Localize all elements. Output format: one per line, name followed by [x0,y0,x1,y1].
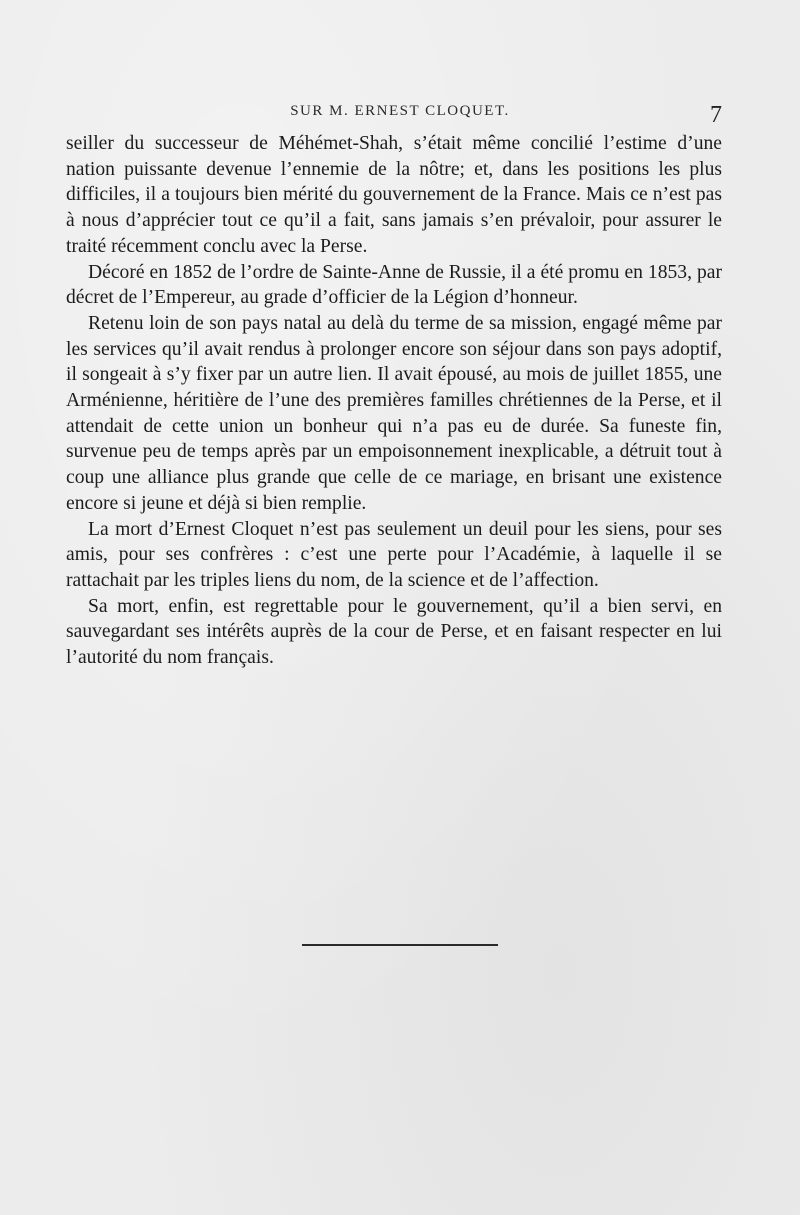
paragraph-government: Sa mort, enfin, est regrettable pour le gouvernement, qu’il a bien servi, en sauvegardant ses intérêts auprès de la cour de Perse, et en faisant respecter en lui l’autorité du nom français. [66,595,722,669]
closing-rule [302,944,498,946]
paragraph-mourning: La mort d’Ernest Cloquet n’est pas seulement un deuil pour les siens, pour ses amis, pour ses confrères : c’est une perte pour l’Académie, à laquelle il se rattachait par les triples liens du nom, de la science et de l’affection. [66,518,722,591]
paragraph-continuation: seiller du successeur de Méhémet-Shah, s’était même concilié l’estime d’une nation puissante devenue l’ennemie de la nôtre; et, dans les positions les plus difficiles, il a toujours bien mérité du gouvernement de la France. Mais ce n’est pas à nous d’apprécier tout ce qu’il a fait, sans jamais s’en prévaloir, pour assurer le traité récemment conclu avec la Perse. [66,133,722,257]
page-number: 7 [710,102,722,128]
paragraph-decorations: Décoré en 1852 de l’ordre de Sainte-Anne de Russie, il a été promu en 1853, par décret de l’Empereur, au grade d’officier de la Légion d’honneur. [66,261,722,309]
body-text [66,131,722,671]
running-title: SUR M. ERNEST CLOQUET. [290,103,510,119]
paragraph-marriage: Retenu loin de son pays natal au delà du terme de sa mission, engagé même par les services qu’il avait rendus à prolonger encore son séjour dans son pays adoptif, il songeait à s’y fixer par un autre lien. Il avait épousé, au mois de juillet 1855, une Arménienne, héritière de l’une des premières familles chrétiennes de la Perse, et il attendait de cette union un bonheur qui n’a pas eu de durée. Sa funeste fin, survenue peu de temps après par un empoisonnement inexplicable, a détruit tout à coup une alliance plus grande que celle de ce mariage, en brisant une existence encore si jeune et déjà si bien remplie. [66,312,722,514]
